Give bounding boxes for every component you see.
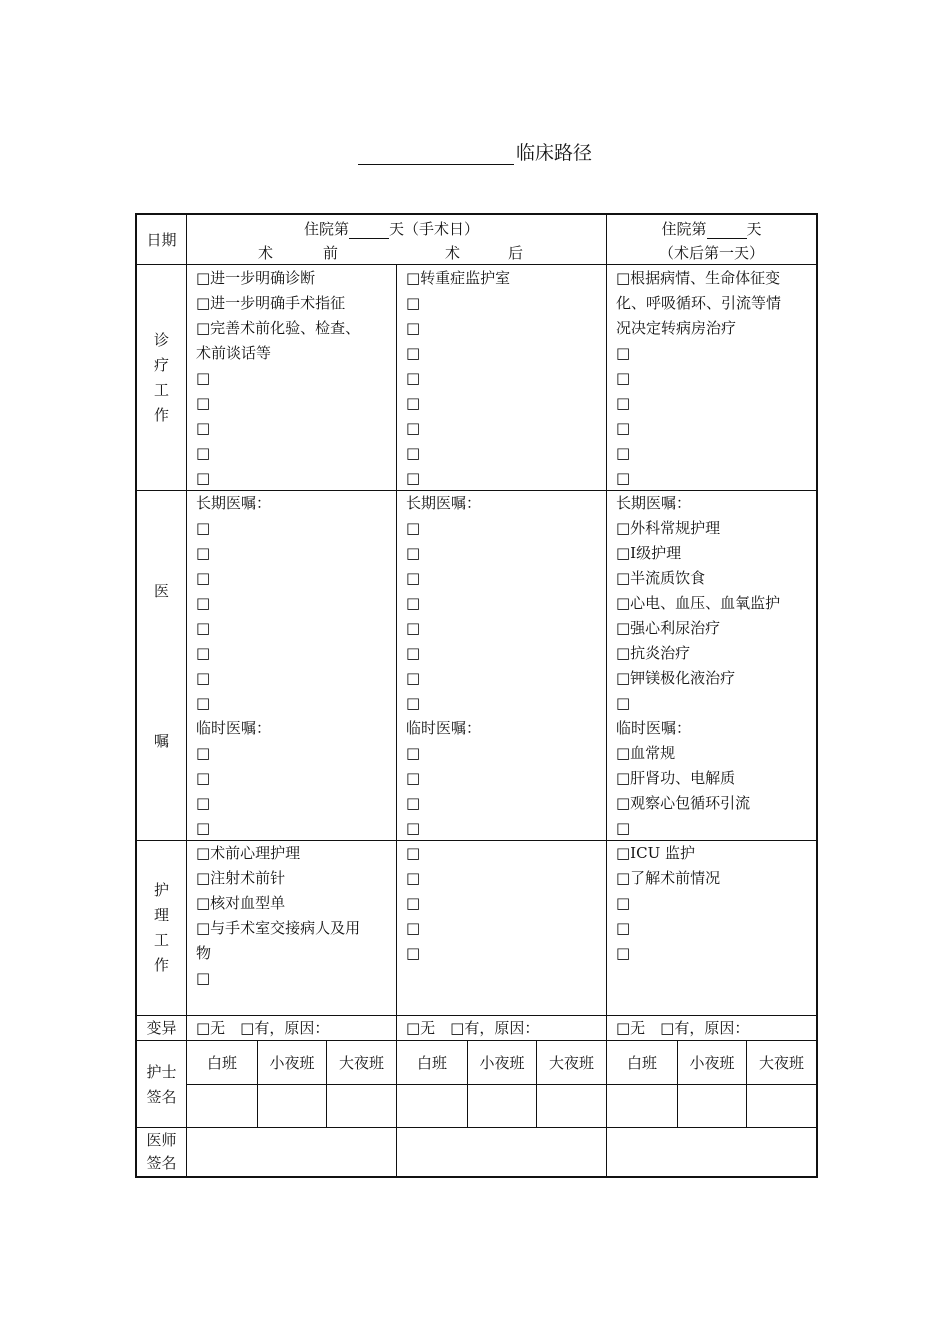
shift-night: 大夜班 <box>548 1054 594 1072</box>
checkbox[interactable]: □ <box>196 594 211 612</box>
section-label: 长期医嘱： <box>196 494 272 512</box>
checkbox[interactable]: □ <box>406 394 421 412</box>
post-op-label-a: 术 <box>445 244 461 262</box>
checkbox[interactable]: □ <box>196 744 211 762</box>
checkbox[interactable]: □ <box>196 644 211 662</box>
list-item[interactable]: □了解术前情况 <box>616 869 721 887</box>
checkbox[interactable]: □ <box>406 344 421 362</box>
col-divider <box>186 213 187 1178</box>
variance-pre-op[interactable]: □无 □有，原因： <box>196 1019 330 1037</box>
checkbox[interactable]: □ <box>406 644 421 662</box>
section-label: 临时医嘱： <box>196 719 272 737</box>
list-item[interactable]: □与手术室交接病人及用 <box>196 919 361 937</box>
table-border-top <box>135 213 818 215</box>
col-divider <box>606 213 607 1178</box>
checkbox[interactable]: □ <box>196 694 211 712</box>
checkbox[interactable]: □ <box>406 819 421 837</box>
list-item: □进一步明确手术指征 <box>196 294 346 312</box>
checkbox[interactable]: □ <box>406 744 421 762</box>
list-item: 物 <box>196 944 212 962</box>
checkbox[interactable]: □ <box>616 919 631 937</box>
checkbox[interactable]: □ <box>196 444 211 462</box>
section-label: 长期医嘱： <box>406 494 482 512</box>
list-item[interactable]: □血常规 <box>616 744 676 762</box>
checkbox[interactable]: □ <box>196 669 211 687</box>
table-border-right <box>816 213 818 1178</box>
list-item[interactable]: □心电、血压、血氧监护 <box>616 594 781 612</box>
checkbox[interactable]: □ <box>196 769 211 787</box>
doctor-sign-field[interactable] <box>397 1128 606 1176</box>
list-item[interactable]: □观察心包循环引流 <box>616 794 751 812</box>
orders-row-label-bottom: 嘱 <box>153 732 169 750</box>
date-label: 日期 <box>146 231 177 249</box>
checkbox[interactable]: □ <box>406 944 421 962</box>
checkbox[interactable]: □ <box>196 469 211 487</box>
checkbox[interactable]: □ <box>406 319 421 337</box>
day-number-blank <box>707 222 747 239</box>
orders-post-op <box>406 491 481 841</box>
checkbox[interactable]: □ <box>616 944 631 962</box>
list-item: □转重症监护室 <box>406 269 511 287</box>
nursing-post-op <box>406 841 420 966</box>
checkbox[interactable]: □ <box>196 419 211 437</box>
checkbox[interactable]: □ <box>406 619 421 637</box>
pre-op-label-a: 术 <box>258 244 274 262</box>
checkbox[interactable]: □ <box>616 394 631 412</box>
list-item[interactable]: □术前心理护理 <box>196 844 301 862</box>
variance-label: 变异 <box>146 1019 177 1037</box>
orders-pre-op <box>196 491 271 841</box>
checkbox[interactable]: □ <box>406 544 421 562</box>
title-text: 临床路径 <box>515 142 592 164</box>
row-divider <box>135 1040 818 1041</box>
variance-day2[interactable]: □无 □有，原因： <box>616 1019 750 1037</box>
nurse-sign-label: 护士 签名 <box>146 1063 177 1106</box>
orders-day2 <box>616 491 780 841</box>
list-item[interactable]: □ICU 监护 <box>616 844 695 862</box>
checkbox[interactable]: □ <box>406 694 421 712</box>
nursing-row-label: 护 理 工 作 <box>153 881 169 974</box>
row-divider <box>186 1084 818 1085</box>
checkbox[interactable]: □ <box>406 869 421 887</box>
checkbox[interactable]: □ <box>196 394 211 412</box>
list-item[interactable]: □半流质饮食 <box>616 569 706 587</box>
list-item: 化、呼吸循环、引流等情 <box>616 294 782 312</box>
doctor-sign-label: 医师 签名 <box>146 1131 177 1172</box>
checkbox[interactable]: □ <box>406 594 421 612</box>
list-item[interactable]: □强心利尿治疗 <box>616 619 721 637</box>
checkbox[interactable]: □ <box>196 794 211 812</box>
list-item: □根据病情、生命体征变 <box>616 269 781 287</box>
list-item: 术前谈话等 <box>196 344 272 362</box>
shift-day: 白班 <box>416 1054 447 1072</box>
checkbox[interactable]: □ <box>406 669 421 687</box>
checkbox[interactable]: □ <box>406 369 421 387</box>
day-surgery-header: 住院第 天（手术日） <box>303 220 480 238</box>
checkbox[interactable]: □ <box>406 844 421 862</box>
checkbox[interactable]: □ <box>616 419 631 437</box>
post-op-label-b: 后 <box>508 244 524 262</box>
nursing-pre-op <box>196 841 360 991</box>
section-label: 临时医嘱： <box>406 719 482 737</box>
day-number-blank <box>349 222 389 239</box>
checkbox[interactable]: □ <box>406 444 421 462</box>
checkbox[interactable]: □ <box>196 569 211 587</box>
checkbox[interactable]: □ <box>406 919 421 937</box>
checkbox[interactable]: □ <box>196 969 211 987</box>
list-item[interactable]: □核对血型单 <box>196 894 286 912</box>
list-item[interactable]: □Ⅰ级护理 <box>616 544 682 562</box>
section-label: 临时医嘱： <box>616 719 692 737</box>
checkbox[interactable]: □ <box>616 894 631 912</box>
checkbox[interactable]: □ <box>616 444 631 462</box>
checkbox[interactable]: □ <box>196 369 211 387</box>
list-item[interactable]: □肝肾功、电解质 <box>616 769 736 787</box>
checkbox[interactable]: □ <box>406 794 421 812</box>
checkbox[interactable]: □ <box>196 819 211 837</box>
shift-day: 白班 <box>626 1054 657 1072</box>
postop-day-one-label: （术后第一天） <box>658 244 764 262</box>
shift-evening: 小夜班 <box>689 1054 735 1072</box>
orders-row-label-top: 医 <box>153 582 169 600</box>
list-item: □进一步明确诊断 <box>196 269 316 287</box>
checkbox[interactable]: □ <box>616 469 631 487</box>
checkbox[interactable]: □ <box>616 819 631 837</box>
nursing-day2 <box>616 841 720 966</box>
checkbox[interactable]: □ <box>406 419 421 437</box>
shift-evening: 小夜班 <box>269 1054 315 1072</box>
list-item: □完善术前化验、检查、 <box>196 319 361 337</box>
diagnosis-day2 <box>616 266 781 491</box>
diagnosis-post-op <box>406 266 510 491</box>
shift-night: 大夜班 <box>338 1054 384 1072</box>
title-blank <box>358 144 514 165</box>
checkbox[interactable]: □ <box>616 344 631 362</box>
checkbox[interactable]: □ <box>196 519 211 537</box>
checkbox[interactable]: □ <box>406 894 421 912</box>
checkbox[interactable]: □ <box>406 769 421 787</box>
checkbox[interactable]: □ <box>406 569 421 587</box>
doctor-sign-field[interactable] <box>187 1128 396 1176</box>
diagnosis-row-label: 诊 疗 工 作 <box>153 331 169 424</box>
list-item[interactable]: □注射术前针 <box>196 869 286 887</box>
shift-evening: 小夜班 <box>479 1054 525 1072</box>
checkbox[interactable]: □ <box>616 694 631 712</box>
diagnosis-pre-op <box>196 266 360 491</box>
checkbox[interactable]: □ <box>406 519 421 537</box>
list-item[interactable]: □抗炎治疗 <box>616 644 691 662</box>
variance-post-op[interactable]: □无 □有，原因： <box>406 1019 540 1037</box>
day-postop-header: 住院第 天 <box>661 220 762 238</box>
shift-day: 白班 <box>206 1054 237 1072</box>
table-border-bottom <box>135 1176 818 1178</box>
list-item[interactable]: □钾镁极化液治疗 <box>616 669 736 687</box>
checkbox[interactable]: □ <box>616 369 631 387</box>
section-label: 长期医嘱： <box>616 494 692 512</box>
checkbox[interactable]: □ <box>196 619 211 637</box>
row-divider <box>135 264 818 265</box>
checkbox[interactable]: □ <box>406 469 421 487</box>
checkbox[interactable]: □ <box>196 544 211 562</box>
doctor-sign-field[interactable] <box>607 1128 816 1176</box>
shift-night: 大夜班 <box>758 1054 804 1072</box>
list-item[interactable]: □外科常规护理 <box>616 519 721 537</box>
page-title <box>0 138 950 165</box>
list-item: 况决定转病房治疗 <box>616 319 737 337</box>
checkbox[interactable]: □ <box>406 294 421 312</box>
pre-op-label-b: 前 <box>323 244 339 262</box>
